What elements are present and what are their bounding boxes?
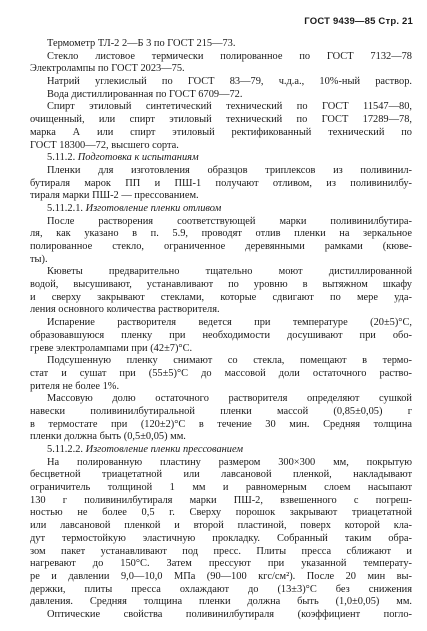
text-line: очищенный, или спирт этиловый технический по ГОСТ 17289—78, [30, 114, 412, 126]
text-line: Термометр ТЛ-2 2—Б 3 по ГОСТ 215—73. [47, 38, 236, 49]
text-line: водой, высушивают, устанавливают по уровню в вытяжном шкафу [30, 279, 412, 291]
text-line: стат и сушат при (55±5)°С до массовой доли остаточного раство- [30, 367, 412, 379]
text-line: Стекло листовое термически полированное по ГОСТ 7132—78 [47, 50, 412, 62]
text-line: тираля марки ПШ-2 — прессованием. [30, 190, 199, 202]
text-line: греве электролампами при (42±7)°С. [30, 342, 193, 354]
document-body [30, 38, 412, 622]
section-heading-italic: Изготовление пленки прессованием [85, 444, 243, 455]
text-line: Кюветы предварительно тщательно моют дистиллированной [47, 266, 412, 278]
text-line: ления основного количества растворителя. [30, 304, 220, 316]
text-line: 5.11.2.2. Изготовление пленки прессованием [47, 444, 243, 455]
text-line: 5.11.2.1. Изготовление пленки отливом [47, 202, 222, 214]
text-line: 130 г поливинилбутираля марки ПШ-2, взвешенного с погреш- [30, 494, 412, 506]
text-line: давления. Средняя толщина пленки должна быть (1,0±0,05) мм. [30, 596, 412, 608]
page-header: ГОСТ 9439—85 Стр. 21 [304, 16, 413, 27]
text-line: бесцветной триацетатной или лавсановой пленкой, накладывают [30, 469, 412, 481]
text-line: полированное стекло, ограниченное деревянными рамками (кюве- [30, 241, 412, 252]
text-line: бутираля марок ПП и ПШ-1 получают отливом, из поливинилбу- [30, 177, 412, 189]
text-line: 5.11.2. Подготовка к испытаниям [47, 152, 199, 164]
text-line: держки, плиты пресса охлаждают до (13±3)°С без снижения [30, 583, 412, 595]
text-line: навески поливинилбутиральной пленки массой (0,85±0,05) г [30, 405, 412, 417]
text-line: Массовую долю остаточного растворителя определяют сушкой [47, 393, 412, 405]
text-line: образовавшуюся пленку при необходимости досушивают при обо- [30, 329, 412, 341]
text-line: рителя не более 1%. [30, 380, 120, 392]
text-line: и сверху закрывают стеклами, которые сдвигают по мере уда- [30, 291, 412, 303]
text-line: На полированную пластину размером 300×300 мм, покрытую [47, 456, 412, 468]
text-line: ре и давлении 9,0—10,0 МПа (90—100 кгс/см²). После 20 мин вы- [30, 570, 412, 582]
text-line: Натрий углекислый по ГОСТ 83—79, ч.д.а., 10%-ный раствор. [47, 76, 412, 88]
text-line: ля, как указано в п. 5.9, проводят отлив пленки на зеркальное [30, 228, 412, 240]
text-line: или лавсановой пленкой и второй пластиной, поверх которой кла- [30, 520, 412, 532]
text-line: в термостате при (120±2)°С в течение 30 мин. Средняя толщина [30, 418, 412, 430]
text-line: ограничитель толщиной 1 мм и равномерным слоем насыпают [30, 482, 412, 494]
text-line: ностью не более 0,5 г. Сверху порошок закрывают триацетатной [30, 507, 412, 519]
text-line: Подсушенную пленку снимают со стекла, помещают в термо- [47, 355, 412, 367]
text-line: Спирт этиловый синтетический технический по ГОСТ 11547—80, [47, 101, 412, 113]
text-line: марка А или спирт этиловый ректификованный технический по [30, 126, 412, 138]
text-line: ты). [30, 253, 48, 265]
text-line: нагревают до 150°С. Затем прессуют при указанной температу- [30, 558, 412, 570]
text-line: После растворения соответствующей марки поливинилбутира- [47, 215, 412, 227]
text-line: Пленки для изготовления образцов триплексов из поливинил- [47, 164, 412, 176]
text-line: Электролампы по ГОСТ 2023—75. [30, 63, 185, 75]
text-line: дут термостойкую эластичную прокладку. Собранный таким обра- [30, 532, 412, 544]
text-line: Вода дистиллированная по ГОСТ 6709—72. [47, 88, 243, 100]
text-line: пленки должна быть (0,5±0,05) мм. [30, 431, 186, 443]
text-line: Испарение растворителя ведется при температуре (20±5)°С, [47, 317, 412, 329]
text-line: зом пакет устанавливают под пресс. Плиты пресса сближают и [30, 545, 412, 557]
section-heading-italic: Подготовка к испытаниям [77, 152, 199, 164]
text-line: Оптические свойства поливинилбутираля (коэффициент погло- [47, 608, 412, 620]
text-line: ГОСТ 18300—72, высшего сорта. [30, 139, 179, 151]
section-heading-italic: Изготовление пленки отливом [85, 202, 222, 214]
